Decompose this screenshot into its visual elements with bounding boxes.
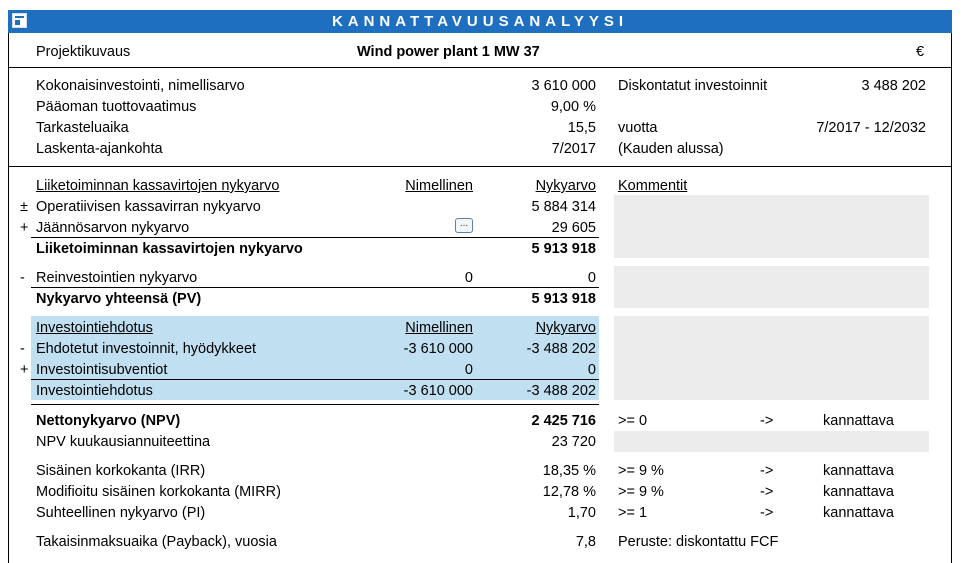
res-pv: 29 605 bbox=[551, 220, 596, 236]
investment-total-label: Investointiehdotus bbox=[36, 383, 153, 399]
pi-condition: >= 1 bbox=[618, 505, 648, 521]
npv-arrow: -> bbox=[760, 413, 774, 429]
irr-arrow: -> bbox=[760, 463, 774, 479]
calc-label: Laskenta-ajankohta bbox=[36, 141, 163, 157]
mirr-value: 12,78 % bbox=[542, 484, 596, 500]
subtotal-line bbox=[31, 237, 599, 238]
col-nominal-header: Nimellinen bbox=[405, 178, 473, 194]
results-divider bbox=[31, 404, 599, 405]
mirr-verdict: kannattava bbox=[823, 484, 894, 500]
currency-symbol: € bbox=[916, 44, 925, 60]
investment-total-nominal: -3 610 000 bbox=[403, 383, 473, 399]
investment-header: Investointiehdotus bbox=[36, 320, 153, 336]
mirr-condition: >= 9 % bbox=[618, 484, 664, 500]
period-range: 7/2017 - 12/2032 bbox=[816, 120, 926, 136]
investment-total-pv: -3 488 202 bbox=[526, 383, 596, 399]
calc-value[interactable]: 7/2017 bbox=[551, 141, 596, 157]
proposed-nominal: -3 610 000 bbox=[403, 341, 473, 357]
subsidy-sign: + bbox=[20, 362, 29, 378]
investment-value[interactable]: 3 610 000 bbox=[531, 78, 596, 94]
period-value: 15,5 bbox=[567, 120, 596, 136]
proposed-pv: -3 488 202 bbox=[526, 341, 596, 357]
discounted-value: 3 488 202 bbox=[861, 78, 926, 94]
subsidy-pv: 0 bbox=[587, 362, 596, 378]
section-divider bbox=[8, 67, 952, 68]
pi-arrow: -> bbox=[760, 505, 774, 521]
inv-col-pv: Nykyarvo bbox=[535, 320, 596, 336]
op-pv: 5 884 314 bbox=[531, 199, 596, 215]
reinv-label: Reinvestointien nykyarvo bbox=[36, 270, 198, 286]
npv-value: 2 425 716 bbox=[531, 413, 596, 429]
op-label: Operatiivisen kassavirran nykyarvo bbox=[36, 199, 261, 215]
res-sign: + bbox=[20, 220, 29, 236]
pi-label: Suhteellinen nykyarvo (PI) bbox=[36, 505, 206, 521]
irr-label: Sisäinen korkokanta (IRR) bbox=[36, 463, 206, 479]
section-divider bbox=[8, 166, 952, 167]
discounted-label: Diskontatut investoinnit bbox=[618, 78, 768, 94]
subtotal-line bbox=[31, 379, 599, 380]
cashflow-total-pv: 5 913 918 bbox=[531, 241, 596, 257]
project-label: Projektikuvaus bbox=[36, 44, 131, 60]
pi-verdict: kannattava bbox=[823, 505, 894, 521]
title-bar bbox=[8, 10, 952, 33]
annuity-label: NPV kuukausiannuiteettina bbox=[36, 434, 211, 450]
op-sign: ± bbox=[20, 199, 28, 215]
investment-label: Kokonaisinvestointi, nimellisarvo bbox=[36, 78, 245, 94]
reinv-nominal: 0 bbox=[464, 270, 473, 286]
return-value[interactable]: 9,00 % bbox=[550, 99, 596, 115]
inv-col-nominal: Nimellinen bbox=[405, 320, 473, 336]
irr-verdict: kannattava bbox=[823, 463, 894, 479]
subsidy-label: Investointisubventiot bbox=[36, 362, 168, 378]
reinv-pv: 0 bbox=[587, 270, 596, 286]
subtotal-line bbox=[31, 287, 599, 288]
irr-condition: >= 9 % bbox=[618, 463, 664, 479]
res-label: Jäännösarvon nykyarvo bbox=[36, 220, 190, 236]
pi-value: 1,70 bbox=[567, 505, 596, 521]
col-comment-header: Kommentit bbox=[618, 178, 688, 194]
cashflow-total-label: Liiketoiminnan kassavirtojen nykyarvo bbox=[36, 241, 303, 257]
comment-box-reinvest[interactable] bbox=[614, 266, 929, 308]
col-pv-header: Nykyarvo bbox=[535, 178, 596, 194]
irr-value: 18,35 % bbox=[542, 463, 596, 479]
calc-note: (Kauden alussa) bbox=[618, 141, 724, 157]
comment-box-cashflow[interactable] bbox=[614, 195, 929, 258]
pv-total-value: 5 913 918 bbox=[531, 291, 596, 307]
mirr-label: Modifioitu sisäinen korkokanta (MIRR) bbox=[36, 484, 281, 500]
comment-box-investment[interactable] bbox=[614, 316, 929, 400]
cashflow-header: Liiketoiminnan kassavirtojen nykyarvo bbox=[36, 178, 280, 194]
payback-note: Peruste: diskontattu FCF bbox=[618, 534, 779, 550]
proposed-label: Ehdotetut investoinnit, hyödykkeet bbox=[36, 341, 257, 357]
reinv-sign: - bbox=[20, 270, 25, 286]
mirr-arrow: -> bbox=[760, 484, 774, 500]
proposed-sign: - bbox=[20, 341, 25, 357]
subsidy-nominal[interactable]: 0 bbox=[464, 362, 473, 378]
payback-value: 7,8 bbox=[575, 534, 596, 550]
npv-label: Nettonykyarvo (NPV) bbox=[36, 413, 181, 429]
project-name[interactable]: Wind power plant 1 MW 37 bbox=[357, 44, 540, 60]
npv-condition: >= 0 bbox=[618, 413, 648, 429]
residual-details-button[interactable]: ... bbox=[455, 218, 473, 233]
npv-verdict: kannattava bbox=[823, 413, 894, 429]
period-unit: vuotta bbox=[618, 120, 658, 136]
page-title: KANNATTAVUUSANALYYSI bbox=[331, 13, 629, 30]
pv-total-label: Nykyarvo yhteensä (PV) bbox=[36, 291, 202, 307]
payback-label: Takaisinmaksuaika (Payback), vuosia bbox=[36, 534, 277, 550]
comment-box-annuity[interactable] bbox=[614, 431, 929, 452]
period-label: Tarkasteluaika bbox=[36, 120, 129, 136]
annuity-value: 23 720 bbox=[551, 434, 596, 450]
return-label: Pääoman tuottovaatimus bbox=[36, 99, 197, 115]
